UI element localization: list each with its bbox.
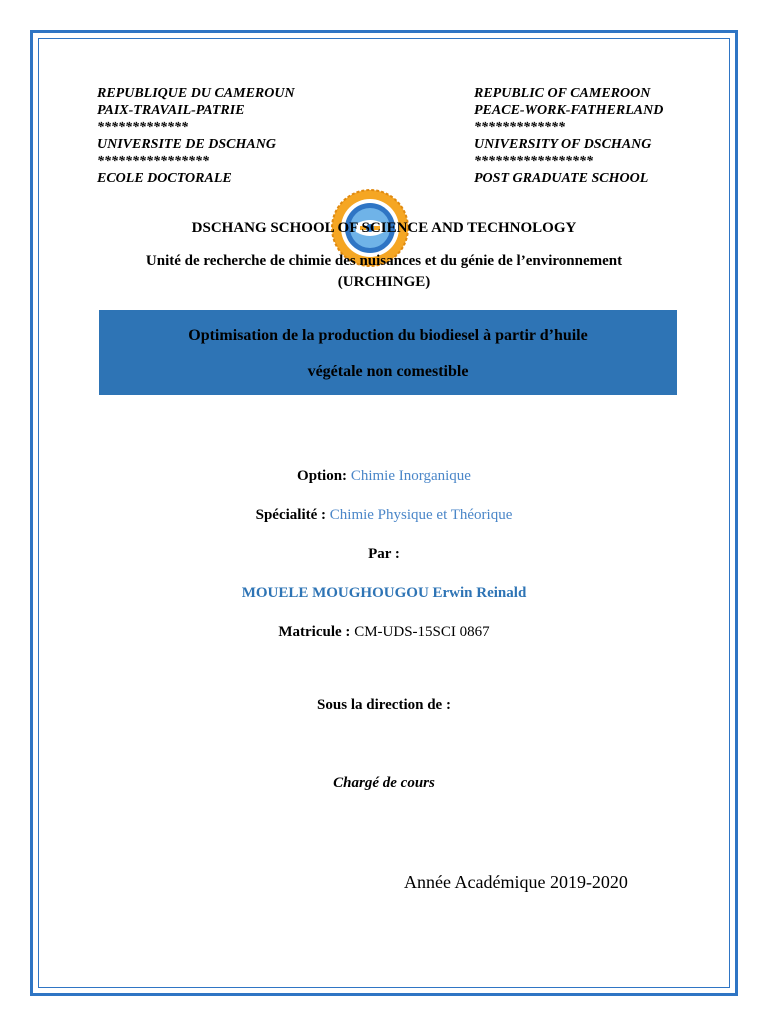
matricule-line — [0, 624, 768, 641]
par-label: Par : — [368, 546, 400, 562]
header-right-line: POST GRADUATE SCHOOL — [474, 171, 649, 186]
header-right-line: UNIVERSITY OF DSCHANG — [474, 137, 652, 152]
header-left-block — [97, 85, 295, 187]
option-value: Chimie Inorganique — [350, 468, 471, 484]
specialite-value: Chimie Physique et Théorique — [329, 507, 513, 523]
academic-year: Année Académique 2019-2020 — [404, 872, 628, 892]
specialite-line — [0, 507, 768, 524]
header-left-line: PAIX-TRAVAIL-PATRIE — [97, 103, 245, 118]
header-right-line: ***************** — [474, 154, 593, 169]
charge-label: Chargé de cours — [333, 775, 435, 791]
research-unit — [70, 251, 698, 293]
matricule-label: Matricule : — [278, 624, 351, 640]
direction-label: Sous la direction de : — [317, 697, 451, 713]
header-right-block — [474, 85, 663, 187]
option-line — [0, 468, 768, 485]
option-label: Option: — [297, 468, 348, 484]
header-right-line: PEACE-WORK-FATHERLAND — [474, 103, 664, 118]
header-left-line: ************* — [97, 120, 188, 135]
research-unit-name: Unité de recherche de chimie des nuisances et du génie de l’environnement — [145, 253, 623, 269]
research-unit-acronym: (URCHINGE) — [337, 274, 431, 290]
author-name: MOUELE MOUGHOUGOU Erwin Reinald — [241, 585, 527, 601]
header-left-line: **************** — [97, 154, 209, 169]
matricule-value: CM-UDS-15SCI 0867 — [354, 624, 490, 640]
thesis-title-line: Optimisation de la production du biodiesel à partir d’huile — [188, 327, 588, 344]
header-left-line: ECOLE DOCTORALE — [97, 171, 232, 186]
thesis-title-line: végétale non comestible — [307, 363, 469, 380]
specialite-label: Spécialité : — [255, 507, 327, 523]
header-right-line: ************* — [474, 120, 565, 135]
header-right-line: REPUBLIC OF CAMEROON — [474, 86, 651, 101]
header-left-line: UNIVERSITE DE DSCHANG — [97, 137, 276, 152]
school-name: DSCHANG SCHOOL OF SCIENCE AND TECHNOLOGY — [191, 220, 577, 236]
thesis-title-box — [99, 310, 677, 395]
header-left-line: REPUBLIQUE DU CAMEROUN — [97, 86, 295, 101]
